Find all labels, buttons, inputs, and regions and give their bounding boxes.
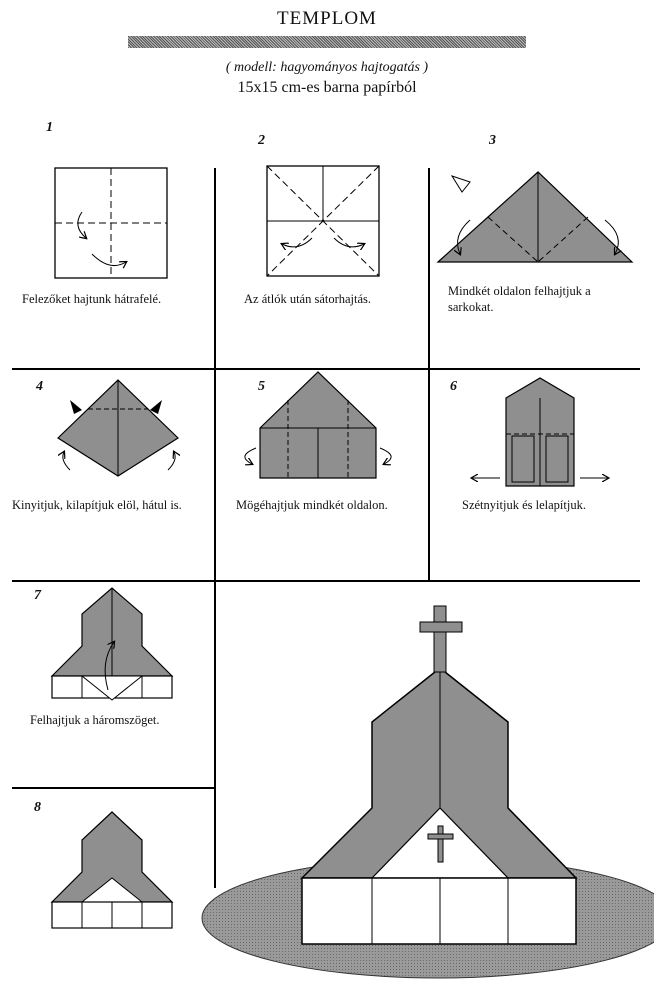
step-7-diagram [52, 588, 172, 700]
step-2-caption: Az átlók után sátorhajtás. [244, 292, 372, 306]
step-1-caption: Felezőket hajtunk hátrafelé. [22, 292, 162, 306]
step-2-number: 2 [258, 133, 265, 148]
step-2-diagram [267, 166, 379, 276]
step-8-diagram [52, 812, 172, 928]
step-5-caption: Mögéhajtjuk mindkét oldalon. [236, 498, 388, 512]
step-5-number: 5 [258, 379, 265, 394]
step-1-diagram [55, 168, 167, 278]
step-7-number: 7 [34, 588, 41, 603]
step-6-diagram [472, 378, 608, 486]
paper-size-note: 15x15 cm-es barna papírból [237, 79, 417, 96]
step-4-diagram [58, 380, 178, 476]
step-6-caption: Szétnyitjuk és lelapítjuk. [462, 498, 586, 512]
step-3-caption: Mindkét oldalon felhajtjuk a sarkokat. [448, 284, 591, 314]
step-4-caption: Kinyitjuk, kilapítjuk elöl, hátul is. [12, 498, 182, 512]
model-subtitle: ( modell: hagyományos hajtogatás ) [225, 60, 429, 75]
step-7-caption: Felhajtjuk a háromszöget. [30, 713, 160, 727]
step-3-number: 3 [489, 133, 496, 148]
step-1-number: 1 [46, 120, 53, 135]
step-3-diagram [438, 172, 632, 262]
step-6-number: 6 [450, 379, 457, 394]
page-title: TEMPLOM [277, 8, 377, 29]
step-4-number: 4 [36, 379, 43, 394]
step-5-diagram [245, 372, 391, 478]
step-8-number: 8 [34, 800, 41, 815]
final-church-illustration [202, 606, 654, 978]
